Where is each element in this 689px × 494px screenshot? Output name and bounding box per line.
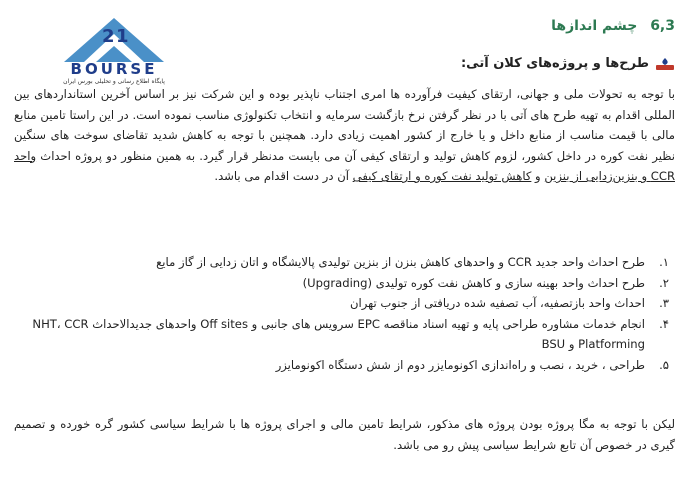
logo-subtitle: پایگاه اطلاع رسانی و تحلیلی بورس ایران [63,78,165,85]
subsection-heading [461,56,675,71]
list-item-text: طرح احداث واحد بهینه سازی و کاهش نفت کوره تولیدی (Upgrading) [302,275,645,290]
intro-paragraph [14,84,675,187]
list-item-text: طرح احداث واحد جدید CCR و واحدهای کاهش بنزن از بنزین تولیدی پالایشگاه و اتان زدایی از گاز مایع [156,255,645,269]
project-list [14,252,675,375]
intro-text-2: و [531,169,545,183]
intro-text-1: با توجه به تحولات ملی و جهانی، ارتقای کیفیت فرآورده ها امری اجتناب ناپذیر بوده و این شرکت نیز بر اساس آخرین استانداردهای بین المللی اقدام به تهیه طرح های آتی با در نظر گرفتن نرخ بازگشت سرمایه و انتخاب تکنولوژی مناسب نموده است. در این راستا تامین منابع مالی با قیمت مناسب از منابع داخل و یا خارج از کشور اهمیت زیادی دارد. همچنین با توجه به کاهش شدید تقاضای سوخت های سنگین نظیر نفت کوره در داخل کشور، لزوم کاهش تولید و ارتقای کیفی آن می بایست مدنظر قرار گیرد. به همین منظور دو پروژه احداث [14,87,675,163]
list-item-index: ۳. [659,296,669,310]
intro-underline-1: واحد CCR و بنزین‌زدایی از بنزین [14,148,675,183]
svg-text:1: 1 [116,26,129,47]
svg-text:2: 2 [102,26,115,47]
list-item-index: ۵. [659,357,669,372]
section-title: چشم اندازها [551,18,638,34]
closing-paragraph: لیکن با توجه به مگا پروژه بودن پروژه های مذکور، شرایط تامین مالی و اجرای پروژه ها با شرایط سیاسی کشور گره خورده و تصمیم گیری در خصوص آن تابع شرایط سیاسی پیش رو می باشد. [14,417,675,452]
subsection-title: طرح‌ها و پروژه‌های کلان آتی: [460,56,649,71]
bourse-logo [44,14,184,86]
list-item-text: احداث واحد بازتصفیه، آب تصفیه شده دریافتی از جنوب تهران [350,296,645,310]
intro-text-3: آن در دست اقدام می باشد. [214,169,353,183]
list-item [14,273,675,294]
list-item-index: ۲. [659,275,669,290]
list-item-index: ۴. [659,316,669,331]
list-item [14,314,675,355]
oil-drop-icon [655,57,675,71]
section-number: 6,3 [650,18,675,34]
list-item-text: طراحی ، خرید ، نصب و راه‌اندازی اکونومایزر دوم از شش دستگاه اکونومایزر [275,357,645,372]
list-item-index: ۱. [659,255,669,269]
logo-wordmark: BOURSE [70,60,158,78]
list-item [14,293,675,314]
bourse-logo-icon [44,14,184,64]
section-heading [551,18,675,34]
list-item-text: انجام خدمات مشاوره طراحی پایه و تهیه اسناد مناقصه EPC سرویس های جانبی و Off sites واحدهای جدیدالاحداث NHT، CCR Platforming و BSU [32,316,645,351]
intro-underline-2: کاهش تولید نفت کوره و ارتقای کیفی [352,169,532,183]
list-item [14,355,675,376]
list-item [14,252,675,273]
